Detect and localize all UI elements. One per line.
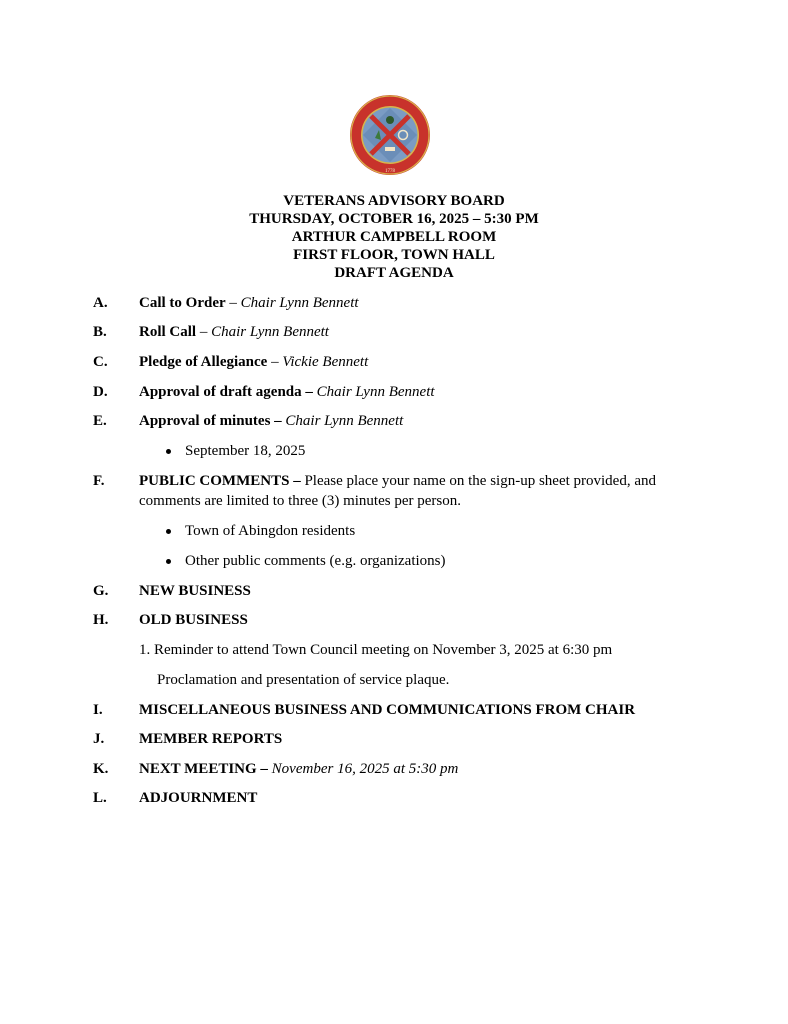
item-person: Chair Lynn Bennett bbox=[316, 384, 435, 400]
old-business-subitem: 1. Reminder to attend Town Council meeting on November 3, 2025 at 6:30 pm bbox=[139, 642, 613, 658]
item-person: Chair Lynn Bennett bbox=[240, 295, 359, 311]
meeting-room: ARTHUR CAMPBELL ROOM bbox=[291, 229, 497, 245]
item-letter: K. bbox=[93, 761, 109, 777]
item-title: NEXT MEETING bbox=[139, 761, 257, 777]
item-title: MEMBER REPORTS bbox=[139, 731, 283, 747]
item-person: Chair Lynn Bennett bbox=[285, 413, 404, 429]
item-detail: November 16, 2025 at 5:30 pm bbox=[271, 761, 459, 777]
item-title: Approval of minutes bbox=[139, 413, 271, 429]
document-title: DRAFT AGENDA bbox=[334, 265, 454, 281]
bullet-dot bbox=[166, 449, 171, 454]
item-person: Chair Lynn Bennett bbox=[211, 324, 329, 340]
meeting-date: THURSDAY, OCTOBER 16, 2025 – 5:30 PM bbox=[249, 211, 539, 227]
item-letter: H. bbox=[93, 612, 109, 628]
item-title: MISCELLANEOUS BUSINESS AND COMMUNICATIONS FROM CHAIR bbox=[139, 702, 636, 718]
svg-text:1778: 1778 bbox=[385, 169, 395, 174]
item-person: Vickie Bennett bbox=[282, 354, 369, 370]
item-letter: E. bbox=[93, 413, 107, 429]
item-letter: D. bbox=[93, 384, 108, 400]
item-title: PUBLIC COMMENTS bbox=[139, 473, 290, 489]
item-title: ADJOURNMENT bbox=[139, 790, 258, 806]
item-letter: J. bbox=[93, 731, 105, 747]
item-letter: F. bbox=[93, 473, 105, 489]
town-seal-logo bbox=[349, 94, 431, 176]
item-letter: L. bbox=[93, 790, 107, 806]
item-title: OLD BUSINESS bbox=[139, 612, 248, 628]
item-description: Please place your name on the sign-up sheet provided, and comments are limited to three (3) minutes per person. bbox=[139, 473, 656, 509]
agenda-page: 1778 VETERANS ADVISORY BOARD THURSDAY, OCTOBER 16, 2025 – 5:30 PM ARTHUR CAMPBELL ROOM FIRST FLOOR, TOWN HALL DRAFT AGENDA A. Call to Order – Chair Lynn Bennett B. Roll Call – Chair Lynn Bennett C. Pledge of Allegiance – Vickie Bennett D. Approval of draft agenda – Chair Lynn Bennett E. Approval of minutes – Chair Lynn Bennett September 18, 2025 F. PUBLIC COMMENTS – Please place your name on the sign-up sheet provided, and comments are limited to three (3) minutes per person. Town of Abingdon residents Other public comments (e.g. organizations) G. NEW BUSINESS H. OLD BUSINESS 1. Reminder to attend Town Council meeting on November 3, 2025 at 6:30 pm Proclamation and presentation of service plaque. I. MISCELLANEOUS BUSINESS AND COMMUNICATIONS FROM CHAIR J. MEMBER REPORTS K. NEXT MEETING – November 16, 2025 at 5:30 pm L. ADJOURNMENT bbox=[0, 0, 788, 1024]
item-letter: C. bbox=[93, 354, 108, 370]
item-letter: I. bbox=[93, 702, 103, 718]
bullet-dot bbox=[166, 529, 171, 534]
item-letter: G. bbox=[93, 583, 109, 599]
item-title: Approval of draft agenda bbox=[139, 384, 302, 400]
agenda-header bbox=[0, 192, 788, 282]
item-letter: A. bbox=[93, 295, 108, 311]
item-title: Call to Order bbox=[139, 295, 226, 311]
old-business-subitem-detail: Proclamation and presentation of service plaque. bbox=[157, 672, 450, 688]
board-name: VETERANS ADVISORY BOARD bbox=[283, 193, 505, 209]
meeting-location: FIRST FLOOR, TOWN HALL bbox=[293, 247, 495, 263]
bullet-dot bbox=[166, 559, 171, 564]
item-title: Pledge of Allegiance bbox=[139, 354, 268, 370]
item-letter: B. bbox=[93, 324, 107, 340]
item-title: Roll Call bbox=[139, 324, 197, 340]
item-title: NEW BUSINESS bbox=[139, 583, 251, 599]
